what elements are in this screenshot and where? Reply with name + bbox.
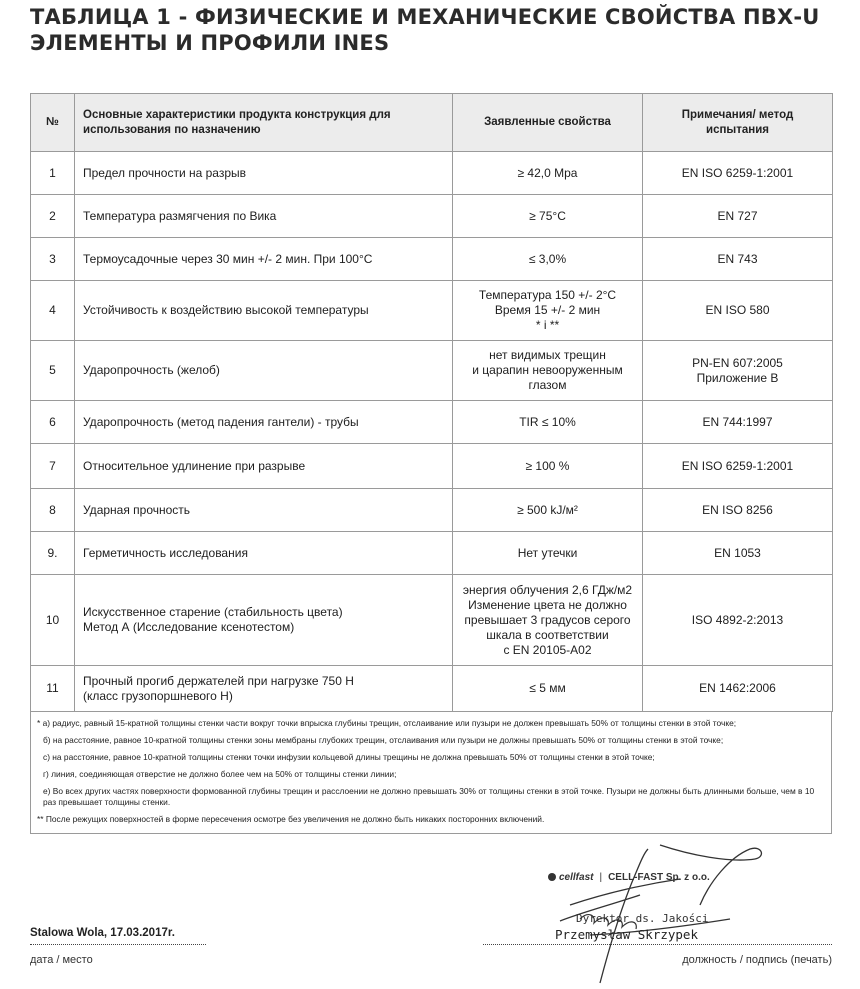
footnote-a: * а) радиус, равный 15-кратной толщины стенки части вокруг точки впрыска глубины трещин, отслаивание или пузыри не должен превышать 50% от толщины стенки в этой точке; bbox=[37, 718, 737, 728]
cell-num: 7 bbox=[31, 444, 75, 489]
table-row bbox=[31, 666, 833, 712]
cell-declared: Нет утечки bbox=[453, 532, 643, 575]
cell-declared: энергия облучения 2,6 ГДж/м2 Изменение цвета не должно превышает 3 градусов серого шкала в соответствии с EN 20105-A02 bbox=[453, 575, 643, 666]
cell-num: 6 bbox=[31, 401, 75, 444]
cell-characteristic: Относительное удлинение при разрыве bbox=[75, 444, 453, 489]
cell-declared: нет видимых трещин и царапин невооруженным глазом bbox=[453, 341, 643, 401]
table-row bbox=[31, 281, 833, 341]
header-notes: Примечания/ метод испытания bbox=[643, 94, 833, 152]
table-row bbox=[31, 532, 833, 575]
footnote-c: с) на расстояние, равное 10-кратной толщины стенки точки инфузии кольцевой длины трещины не должна превышать 50% от толщины стенки в этой точке; bbox=[43, 752, 655, 762]
title-line-1: ТАБЛИЦА 1 - ФИЗИЧЕСКИЕ И МЕХАНИЧЕСКИЕ СВОЙСТВА ПВХ-U bbox=[30, 5, 820, 29]
header-num: № bbox=[31, 94, 75, 152]
table-row bbox=[31, 195, 833, 238]
cell-notes: EN 743 bbox=[643, 238, 833, 281]
table-row bbox=[31, 401, 833, 444]
cell-characteristic: Температура размягчения по Вика bbox=[75, 195, 453, 238]
cell-num: 1 bbox=[31, 152, 75, 195]
document-title bbox=[30, 4, 830, 56]
stamp-logo-text: cellfast bbox=[559, 872, 594, 883]
footnote-b: б) на расстояние, равное 10-кратной толщины стенки зоны мембраны глубоких трещин, отслаивания или пузыри не должны превышать 50% от толщины стенки в этой точке; bbox=[43, 735, 724, 745]
cell-characteristic: Прочный прогиб держателей при нагрузке 750 Н (класс грузопоршневого Н) bbox=[75, 666, 453, 712]
table-header-row bbox=[31, 94, 833, 152]
cell-num: 11 bbox=[31, 666, 75, 712]
table-row bbox=[31, 238, 833, 281]
table-body bbox=[31, 152, 833, 712]
header-declared: Заявленные свойства bbox=[453, 94, 643, 152]
table-row bbox=[31, 341, 833, 401]
header-characteristic: Основные характеристики продукта конструкция для использования по назначению bbox=[75, 94, 453, 152]
signature-line bbox=[483, 944, 832, 945]
cell-declared: ≥ 42,0 Mpa bbox=[453, 152, 643, 195]
cell-notes: ISO 4892-2:2013 bbox=[643, 575, 833, 666]
properties-table bbox=[30, 93, 833, 712]
cell-declared: TIR ≤ 10% bbox=[453, 401, 643, 444]
footnote-e: е) Во всех других частях поверхности формованной глубины трещин и расслоении не должно превышать 30% от толщины стенки в этой точке. Пузыри не должны быть длинными больше, чем в 10 раз превышает толщины стенки. bbox=[43, 786, 815, 807]
title-line-2: ЭЛЕМЕНТЫ И ПРОФИЛИ INES bbox=[30, 31, 390, 55]
cell-notes: EN 1462:2006 bbox=[643, 666, 833, 712]
place-date: Stalowa Wola, 17.03.2017r. bbox=[30, 927, 175, 939]
cell-notes: EN 1053 bbox=[643, 532, 833, 575]
cell-characteristic: Герметичность исследования bbox=[75, 532, 453, 575]
cell-characteristic: Устойчивость к воздействию высокой температуры bbox=[75, 281, 453, 341]
cell-notes: EN ISO 8256 bbox=[643, 489, 833, 532]
cell-notes: EN ISO 6259-1:2001 bbox=[643, 152, 833, 195]
stamp-name: Przemysław Skrzypek bbox=[555, 927, 698, 942]
cell-num: 10 bbox=[31, 575, 75, 666]
cell-declared: ≤ 5 мм bbox=[453, 666, 643, 712]
table-row bbox=[31, 575, 833, 666]
cell-num: 8 bbox=[31, 489, 75, 532]
footnotes bbox=[30, 711, 832, 834]
cell-declared: Температура 150 +/- 2°C Время 15 +/- 2 мин * i ** bbox=[453, 281, 643, 341]
cell-notes: PN-EN 607:2005 Приложение B bbox=[643, 341, 833, 401]
cell-characteristic: Ударопрочность (желоб) bbox=[75, 341, 453, 401]
cell-characteristic: Термоусадочные через 30 мин +/- 2 мин. При 100°C bbox=[75, 238, 453, 281]
cell-declared: ≥ 100 % bbox=[453, 444, 643, 489]
stamp-role: Dyrektor ds. Jakości bbox=[576, 912, 709, 925]
date-place-line bbox=[30, 944, 206, 945]
company-stamp: cellfast | CELL-FAST Sp. z o.o. bbox=[548, 872, 710, 883]
cell-num: 5 bbox=[31, 341, 75, 401]
cell-characteristic: Искусственное старение (стабильность цвета) Метод А (Исследование ксенотестом) bbox=[75, 575, 453, 666]
footnote-double-star: ** После режущих поверхностей в форме пересечения осмотре без увеличения не должно быть никаких посторонних включений. bbox=[37, 814, 545, 824]
cell-notes: EN ISO 6259-1:2001 bbox=[643, 444, 833, 489]
cell-num: 4 bbox=[31, 281, 75, 341]
cell-num: 9. bbox=[31, 532, 75, 575]
cell-num: 3 bbox=[31, 238, 75, 281]
table-row bbox=[31, 152, 833, 195]
table-row bbox=[31, 444, 833, 489]
cell-characteristic: Ударопрочность (метод падения гантели) - трубы bbox=[75, 401, 453, 444]
cell-characteristic: Ударная прочность bbox=[75, 489, 453, 532]
cell-notes: EN ISO 580 bbox=[643, 281, 833, 341]
cell-declared: ≥ 500 kJ/м² bbox=[453, 489, 643, 532]
cell-num: 2 bbox=[31, 195, 75, 238]
cell-characteristic: Предел прочности на разрыв bbox=[75, 152, 453, 195]
cellfast-logo-icon bbox=[548, 873, 556, 881]
signature-area bbox=[0, 835, 860, 989]
cell-declared: ≥ 75°C bbox=[453, 195, 643, 238]
footnote-d: г) линия, соединяющая отверстие не должно более чем на 50% от толщины стенки линии; bbox=[43, 769, 397, 779]
signature-label: должность / подпись (печать) bbox=[682, 954, 832, 966]
stamp-company: CELL-FAST Sp. z o.o. bbox=[608, 872, 710, 883]
table-row bbox=[31, 489, 833, 532]
date-place-label: дата / место bbox=[30, 954, 93, 966]
cell-notes: EN 744:1997 bbox=[643, 401, 833, 444]
cell-notes: EN 727 bbox=[643, 195, 833, 238]
cell-declared: ≤ 3,0% bbox=[453, 238, 643, 281]
